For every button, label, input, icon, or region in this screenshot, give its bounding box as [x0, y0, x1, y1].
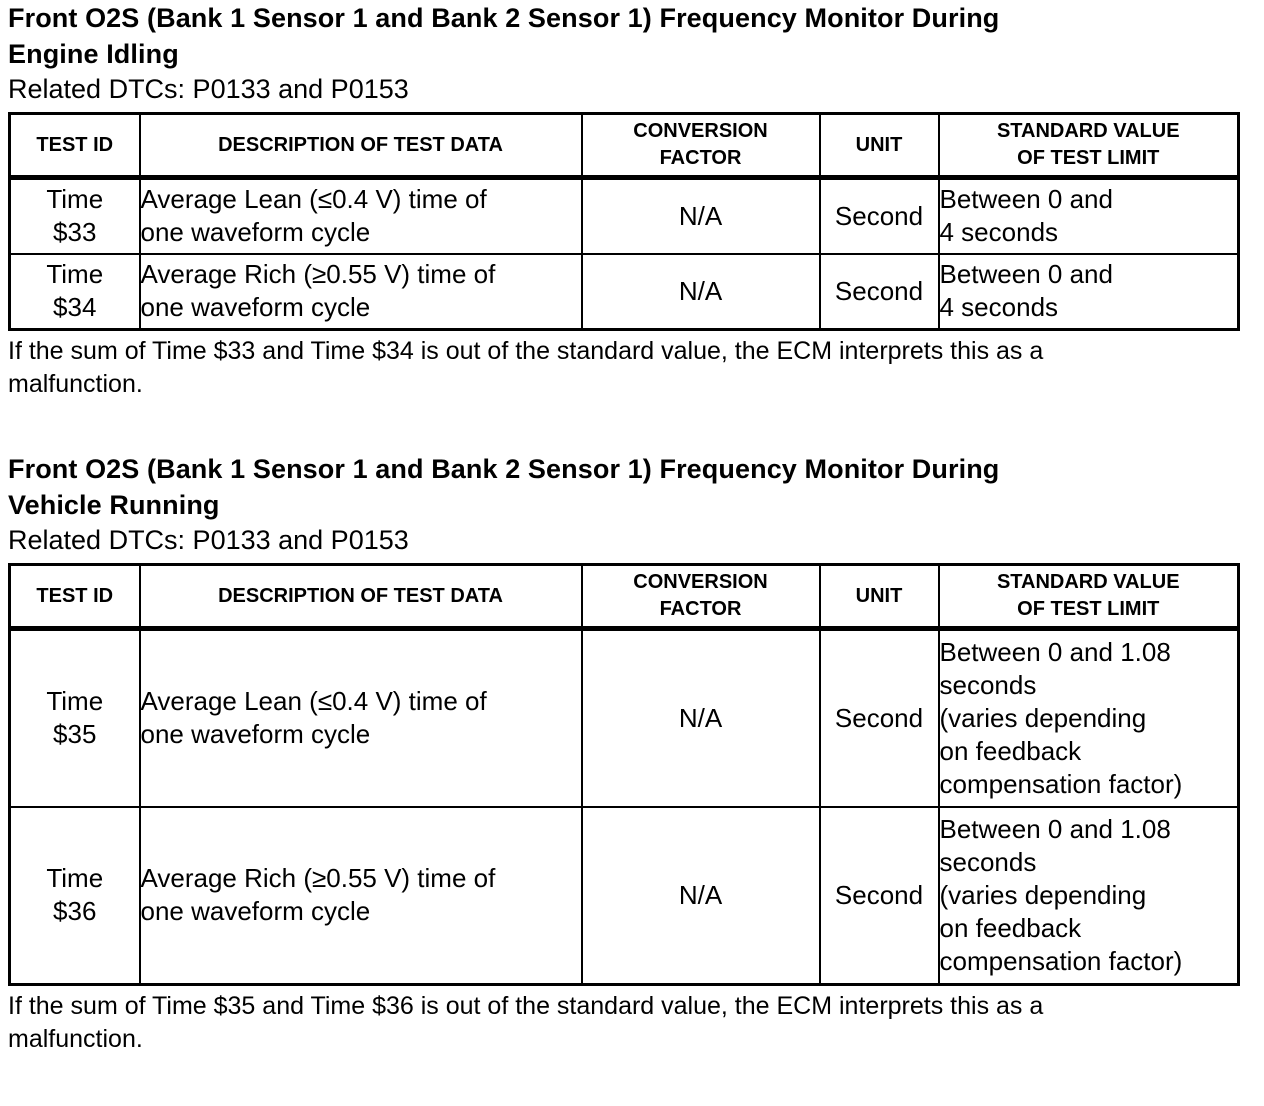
standard-line: on feedback	[939, 735, 1082, 766]
test-data-table	[8, 563, 1240, 986]
section-title	[8, 0, 1238, 72]
cell-conversion: N/A	[582, 178, 820, 254]
footnote	[8, 990, 1238, 1056]
standard-line: compensation factor)	[939, 768, 1183, 799]
standard-line: Between 0 and 1.08	[939, 636, 1171, 667]
header-unit: UNIT	[820, 114, 939, 178]
standard-line: (varies depending	[939, 879, 1147, 910]
cell-conversion: N/A	[582, 807, 820, 985]
cell-test-id	[10, 629, 140, 807]
document-page	[8, 0, 1238, 1056]
test-id-line1: Time	[46, 686, 104, 717]
cell-unit: Second	[820, 629, 939, 807]
header-conversion-line2: FACTOR	[659, 598, 742, 620]
header-standard-line1: STANDARD VALUE	[996, 571, 1180, 593]
standard-line: 4 seconds	[939, 292, 1059, 323]
section-title-line2: Vehicle Running	[8, 490, 220, 520]
cell-conversion: N/A	[582, 254, 820, 330]
cell-standard-value	[939, 807, 1239, 985]
standard-line: on feedback	[939, 912, 1082, 943]
table-header-row	[10, 565, 1239, 629]
section-title-line2: Engine Idling	[8, 39, 179, 69]
header-conversion-factor	[582, 565, 820, 629]
cell-test-id	[10, 807, 140, 985]
header-test-id: TEST ID	[10, 565, 140, 629]
header-standard-value	[939, 114, 1239, 178]
cell-conversion: N/A	[582, 629, 820, 807]
cell-description	[140, 178, 582, 254]
table-header-row	[10, 114, 1239, 178]
cell-unit: Second	[820, 807, 939, 985]
section-title-line1: Front O2S (Bank 1 Sensor 1 and Bank 2 Sensor 1) Frequency Monitor During	[8, 454, 1000, 484]
cell-standard-value	[939, 254, 1239, 330]
header-unit: UNIT	[820, 565, 939, 629]
cell-standard-value	[939, 178, 1239, 254]
standard-line: 4 seconds	[939, 217, 1059, 248]
test-id-line2: $34	[53, 292, 97, 323]
header-standard-line1: STANDARD VALUE	[996, 120, 1180, 142]
table-row	[10, 629, 1239, 807]
standard-line: Between 0 and	[939, 184, 1113, 215]
footnote	[8, 335, 1238, 401]
standard-line: (varies depending	[939, 702, 1147, 733]
description-line1: Average Lean (≤0.4 V) time of	[140, 686, 487, 717]
description-line2: one waveform cycle	[140, 896, 371, 927]
cell-unit: Second	[820, 254, 939, 330]
header-standard-value	[939, 565, 1239, 629]
header-test-id: TEST ID	[10, 114, 140, 178]
related-dtcs: Related DTCs: P0133 and P0153	[8, 74, 409, 104]
header-description: DESCRIPTION OF TEST DATA	[140, 114, 582, 178]
cell-description	[140, 254, 582, 330]
cell-description	[140, 807, 582, 985]
test-id-line1: Time	[46, 863, 104, 894]
footnote-line2: malfunction.	[8, 1025, 143, 1053]
header-conversion-line1: CONVERSION	[633, 571, 768, 593]
standard-line: compensation factor)	[939, 945, 1183, 976]
description-line2: one waveform cycle	[140, 217, 371, 248]
standard-line: Between 0 and	[939, 259, 1113, 290]
cell-unit: Second	[820, 178, 939, 254]
standard-line: seconds	[939, 846, 1037, 877]
description-line2: one waveform cycle	[140, 719, 371, 750]
footnote-line1: If the sum of Time $35 and Time $36 is out of the standard value, the ECM interprets this as a	[8, 992, 1044, 1020]
table-row	[10, 807, 1239, 985]
section-vehicle-running	[8, 451, 1238, 1056]
header-standard-line2: OF TEST LIMIT	[1017, 598, 1160, 620]
description-line1: Average Rich (≥0.55 V) time of	[140, 259, 496, 290]
header-conversion-line2: FACTOR	[659, 147, 742, 169]
description-line1: Average Rich (≥0.55 V) time of	[140, 863, 496, 894]
cell-test-id	[10, 178, 140, 254]
standard-line: Between 0 and 1.08	[939, 813, 1171, 844]
section-title-line1: Front O2S (Bank 1 Sensor 1 and Bank 2 Sensor 1) Frequency Monitor During	[8, 3, 1000, 33]
test-id-line2: $35	[53, 719, 97, 750]
header-description: DESCRIPTION OF TEST DATA	[140, 565, 582, 629]
test-id-line2: $33	[53, 217, 97, 248]
test-id-line1: Time	[46, 184, 104, 215]
description-line2: one waveform cycle	[140, 292, 371, 323]
header-conversion-factor	[582, 114, 820, 178]
test-id-line2: $36	[53, 896, 97, 927]
table-row	[10, 254, 1239, 330]
footnote-line1: If the sum of Time $33 and Time $34 is out of the standard value, the ECM interprets this as a	[8, 337, 1044, 365]
header-conversion-line1: CONVERSION	[633, 120, 768, 142]
cell-standard-value	[939, 629, 1239, 807]
description-line1: Average Lean (≤0.4 V) time of	[140, 184, 487, 215]
table-row	[10, 178, 1239, 254]
test-data-table	[8, 112, 1240, 331]
test-id-line1: Time	[46, 259, 104, 290]
section-engine-idling	[8, 0, 1238, 401]
standard-line: seconds	[939, 669, 1037, 700]
header-standard-line2: OF TEST LIMIT	[1017, 147, 1160, 169]
footnote-line2: malfunction.	[8, 370, 143, 398]
section-title	[8, 451, 1238, 523]
cell-description	[140, 629, 582, 807]
cell-test-id	[10, 254, 140, 330]
section-gap	[8, 401, 1238, 451]
related-dtcs: Related DTCs: P0133 and P0153	[8, 525, 409, 555]
